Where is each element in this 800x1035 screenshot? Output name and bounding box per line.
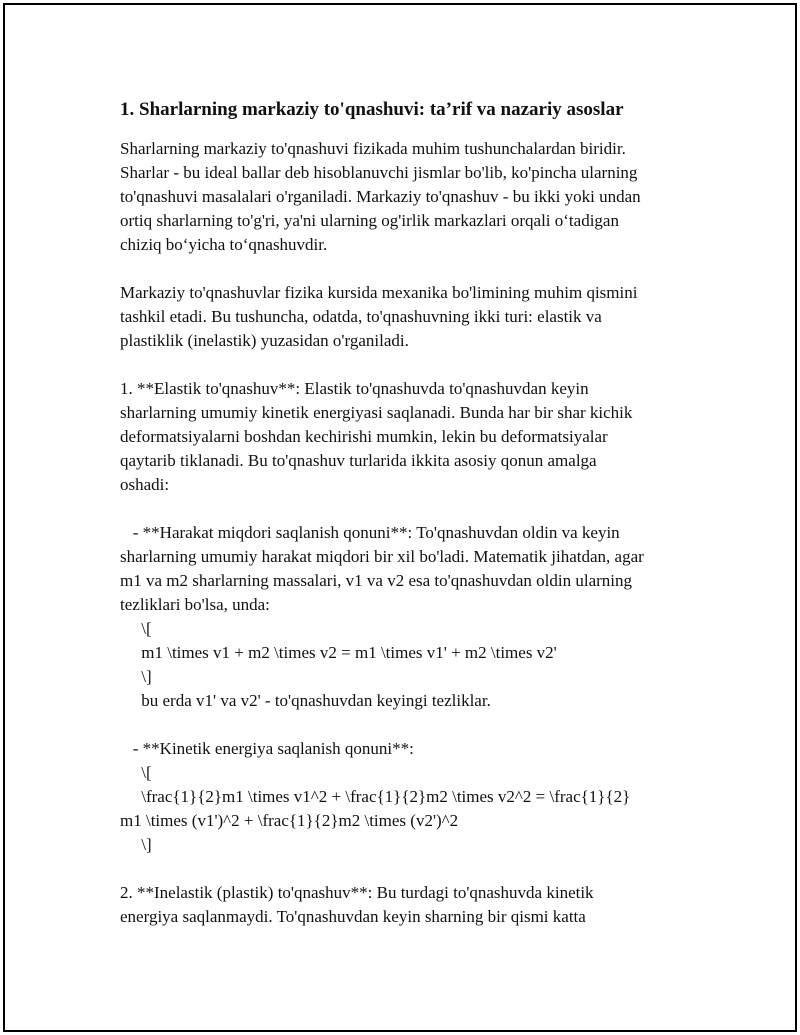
text-line: oshadi: <box>120 475 170 494</box>
formula-line: \] <box>120 667 152 686</box>
section-heading: 1. Sharlarning markaziy to'qnashuvi: ta’rif va nazariy asoslar <box>120 99 624 120</box>
paragraph-inelastic <box>120 881 700 929</box>
document-page <box>3 3 797 1032</box>
paragraph-momentum-law <box>120 521 700 713</box>
document-body <box>120 97 700 953</box>
text-line: sharlarning umumiy kinetik energiyasi saqlanadi. Bunda har bir shar kichik <box>120 403 633 422</box>
text-line: - **Kinetik energiya saqlanish qonuni**: <box>120 739 414 758</box>
text-line: sharlarning umumiy harakat miqdori bir xil bo'ladi. Matematik jihatdan, agar <box>120 547 644 566</box>
text-line: 1. **Elastik to'qnashuv**: Elastik to'qnashuvda to'qnashuvdan keyin <box>120 379 589 398</box>
text-line: bu erda v1' va v2' - to'qnashuvdan keyingi tezliklar. <box>120 691 491 710</box>
text-line: - **Harakat miqdori saqlanish qonuni**: To'qnashuvdan oldin va keyin <box>120 523 620 542</box>
text-line: m1 va m2 sharlarning massalari, v1 va v2 esa to'qnashuvdan oldin ularning <box>120 571 633 590</box>
paragraph-energy-law <box>120 737 700 857</box>
text-line: Sharlar - bu ideal ballar deb hisoblanuvchi jismlar bo'lib, ko'pincha ularning <box>120 163 638 182</box>
text-line: energiya saqlanmaydi. To'qnashuvdan keyin sharning bir qismi katta <box>120 907 586 926</box>
text-line: chiziq bo‘yicha to‘qnashuvdir. <box>120 235 328 254</box>
formula-line: m1 \times (v1')^2 + \frac{1}{2}m2 \times (v2')^2 <box>120 811 459 830</box>
formula-line: m1 \times v1 + m2 \times v2 = m1 \times v1' + m2 \times v2' <box>120 643 557 662</box>
formula-line: \[ <box>120 619 152 638</box>
formula-line: \frac{1}{2}m1 \times v1^2 + \frac{1}{2}m2 \times v2^2 = \frac{1}{2} <box>120 787 631 806</box>
text-line: tezliklari bo'lsa, unda: <box>120 595 270 614</box>
formula-line: \[ <box>120 763 152 782</box>
text-line: ortiq sharlarning to'g'ri, ya'ni ularning og'irlik markazlari orqali o‘tadigan <box>120 211 619 230</box>
paragraph-types <box>120 281 700 353</box>
text-line: Markaziy to'qnashuvlar fizika kursida mexanika bo'limining muhim qismini <box>120 283 638 302</box>
text-line: deformatsiyalarni boshdan kechirishi mumkin, lekin bu deformatsiyalar <box>120 427 608 446</box>
formula-line: \] <box>120 835 152 854</box>
text-line: plastiklik (inelastik) yuzasidan o'rganiladi. <box>120 331 409 350</box>
text-line: 2. **Inelastik (plastik) to'qnashuv**: Bu turdagi to'qnashuvda kinetik <box>120 883 594 902</box>
paragraph-elastic <box>120 377 700 497</box>
text-line: Sharlarning markaziy to'qnashuvi fizikada muhim tushunchalardan biridir. <box>120 139 626 158</box>
paragraph-intro <box>120 137 700 257</box>
text-line: qaytarib tiklanadi. Bu to'qnashuv turlarida ikkita asosiy qonun amalga <box>120 451 597 470</box>
text-line: to'qnashuvi masalalari o'rganiladi. Markaziy to'qnashuv - bu ikki yoki undan <box>120 187 641 206</box>
text-line: tashkil etadi. Bu tushuncha, odatda, to'qnashuvning ikki turi: elastik va <box>120 307 602 326</box>
